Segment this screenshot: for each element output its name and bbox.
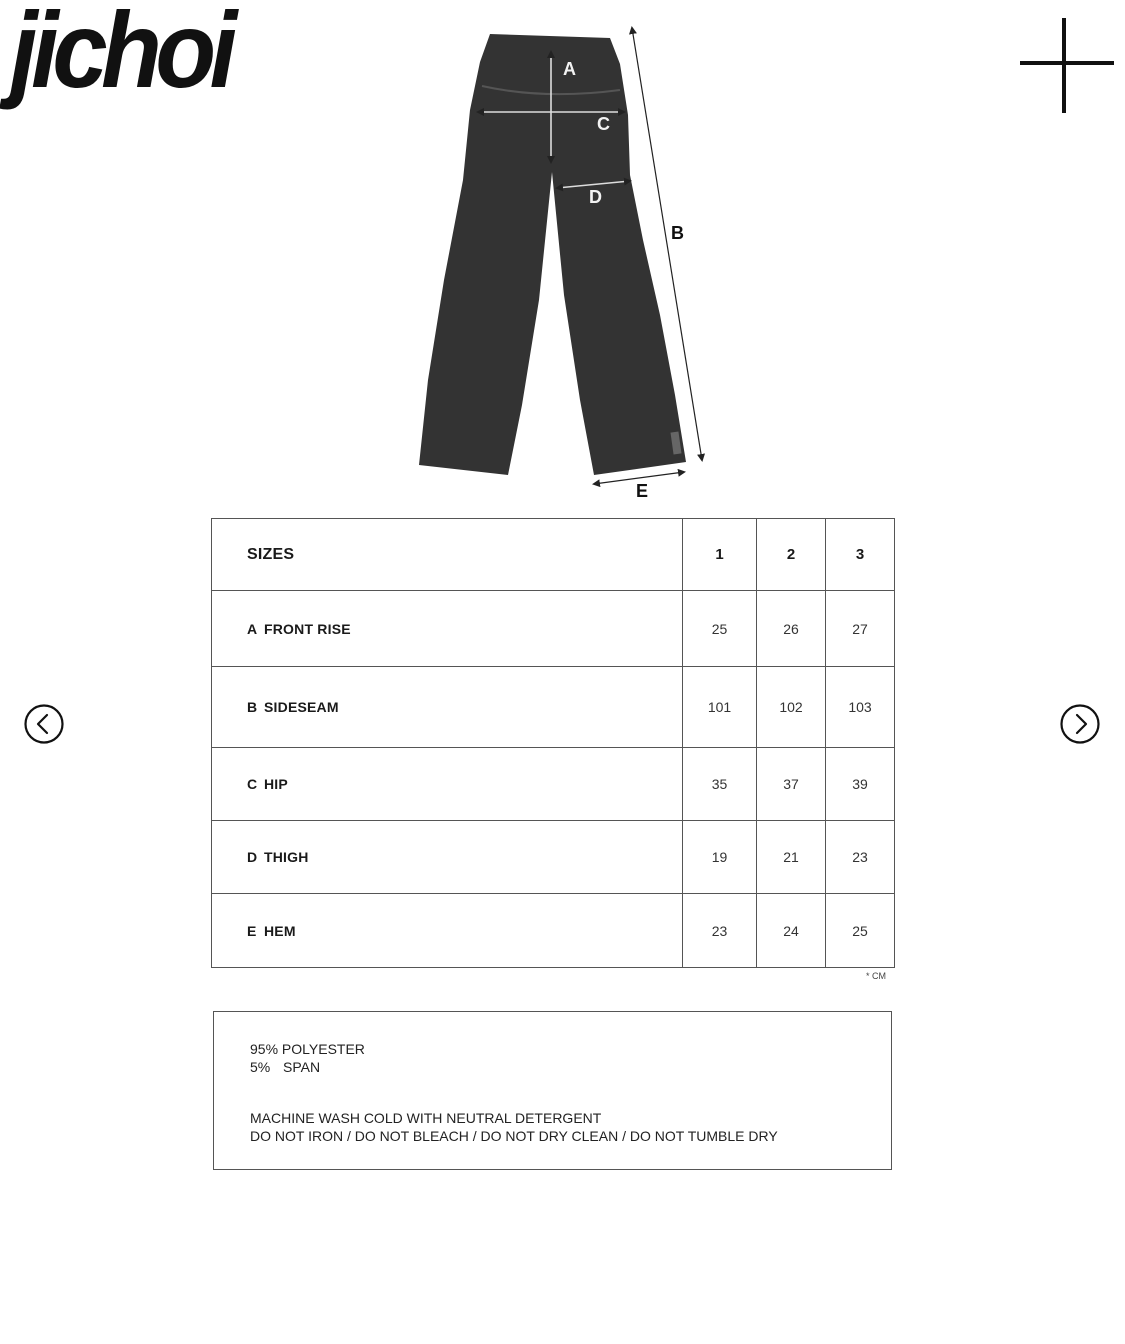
size-chart-table [211, 518, 895, 968]
table-cell: 25 [683, 591, 757, 667]
care-info-box [213, 1011, 892, 1170]
table-row [212, 667, 895, 748]
label-c: C [597, 114, 610, 134]
table-cell: 37 [757, 748, 826, 821]
composition-line-2 [250, 1058, 320, 1076]
row-name: HEM [264, 922, 296, 939]
table-cell: 21 [757, 821, 826, 894]
composition-pct: 5% [250, 1059, 271, 1075]
row-label [212, 821, 683, 894]
wash-instructions: MACHINE WASH COLD WITH NEUTRAL DETERGENT [250, 1110, 602, 1126]
row-label [212, 591, 683, 667]
composition-material: SPAN [283, 1059, 321, 1075]
plus-icon[interactable] [1016, 16, 1116, 116]
pants-silhouette [419, 34, 686, 475]
table-cell: 35 [683, 748, 757, 821]
unit-note: * CM [866, 971, 886, 981]
label-e: E [636, 481, 649, 501]
prev-arrow-graphic [24, 704, 64, 744]
table-row [212, 821, 895, 894]
composition-pct: 95% [250, 1041, 279, 1057]
care-warnings: DO NOT IRON / DO NOT BLEACH / DO NOT DRY CLEAN / DO NOT TUMBLE DRY [250, 1128, 778, 1144]
table-cell: 19 [683, 821, 757, 894]
table-cell: 27 [826, 591, 895, 667]
chevron-left-circle-icon[interactable] [24, 704, 64, 744]
size-header-2: 2 [757, 519, 826, 591]
table-row [212, 591, 895, 667]
row-label [212, 748, 683, 821]
size-header-1: 1 [683, 519, 757, 591]
composition-material: POLYESTER [281, 1041, 365, 1057]
table-cell: 24 [757, 894, 826, 968]
row-code: E [247, 922, 257, 939]
table-cell: 23 [683, 894, 757, 968]
size-header-3: 3 [826, 519, 895, 591]
composition-line-1 [250, 1040, 365, 1058]
row-label [212, 894, 683, 968]
row-code: B [247, 699, 258, 715]
row-code: D [247, 849, 258, 865]
table-cell: 25 [826, 894, 895, 968]
row-name: HIP [264, 776, 288, 792]
table-row [212, 894, 895, 968]
brand-logo[interactable]: jichoi [10, 0, 231, 110]
table-row [212, 748, 895, 821]
table-cell: 102 [757, 667, 826, 748]
table-cell: 23 [826, 821, 895, 894]
plus-icon-horizontal-bar [1020, 61, 1114, 65]
table-cell: 26 [757, 591, 826, 667]
row-name: THIGH [264, 849, 309, 865]
row-code: C [247, 776, 258, 792]
label-a: A [563, 59, 576, 79]
table-cell: 103 [826, 667, 895, 748]
row-name: SIDESEAM [264, 699, 339, 715]
next-arrow-graphic [1060, 704, 1100, 744]
table-cell: 39 [826, 748, 895, 821]
chevron-right-circle-icon[interactable] [1060, 704, 1100, 744]
label-b: B [671, 223, 684, 243]
row-name: FRONT RISE [264, 620, 351, 637]
table-header-row [212, 519, 895, 591]
label-d: D [589, 187, 602, 207]
pants-measurement-diagram [400, 20, 730, 510]
row-label [212, 667, 683, 748]
plus-icon-vertical-bar [1062, 18, 1066, 113]
row-code: A [247, 620, 258, 637]
table-cell: 101 [683, 667, 757, 748]
sizes-header-label: SIZES [212, 519, 683, 591]
